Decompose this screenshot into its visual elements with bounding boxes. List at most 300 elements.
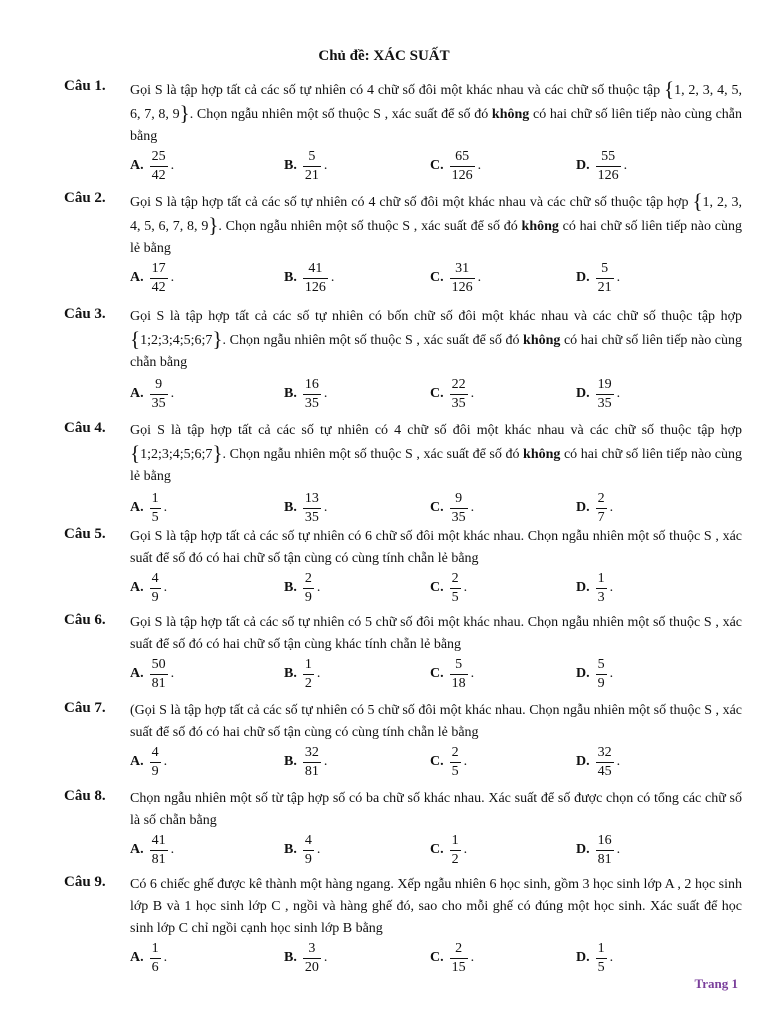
fraction-bar <box>450 588 461 589</box>
fraction-bar <box>303 278 328 279</box>
fraction-denominator: 2 <box>304 675 312 691</box>
fraction-denominator: 42 <box>151 279 166 295</box>
question-text-part: Gọi S là tập hợp tất cả các số tự nhiên có 4 chữ số đôi một khác nhau và các chữ số thuộc tập <box>130 83 661 98</box>
emphasis-word: không <box>523 333 561 348</box>
fraction <box>450 657 468 692</box>
fraction-denominator: 81 <box>304 763 319 779</box>
fraction <box>150 491 161 526</box>
option-letter: B. <box>284 270 297 285</box>
fraction-bar <box>450 508 468 509</box>
answer-option-a[interactable] <box>130 256 174 300</box>
fraction-numerator: 2 <box>451 570 459 586</box>
option-period: . <box>316 842 321 857</box>
fraction-numerator: 16 <box>304 376 319 392</box>
option-period: . <box>463 580 468 595</box>
answer-option-a[interactable] <box>130 566 167 610</box>
answer-option-b[interactable] <box>284 828 320 872</box>
option-period: . <box>163 754 168 769</box>
option-period: . <box>609 580 614 595</box>
fraction <box>596 833 614 868</box>
answer-option-a[interactable] <box>130 740 167 784</box>
option-letter: D. <box>576 666 590 681</box>
fraction-bar <box>450 674 468 675</box>
fraction-bar <box>450 394 468 395</box>
answer-option-b[interactable] <box>284 372 327 416</box>
emphasis-word: không <box>523 447 561 462</box>
option-letter: D. <box>576 158 590 173</box>
fraction-denominator: 35 <box>304 509 319 525</box>
option-letter: C. <box>430 842 444 857</box>
answer-option-b[interactable] <box>284 566 320 610</box>
fraction-numerator: 17 <box>151 260 166 276</box>
fraction-denominator: 126 <box>451 167 473 183</box>
answer-option-b[interactable] <box>284 652 320 696</box>
fraction-numerator: 22 <box>451 376 466 392</box>
answer-option-a[interactable] <box>130 372 174 416</box>
option-letter: B. <box>284 158 297 173</box>
fraction-bar <box>596 166 621 167</box>
option-period: . <box>477 158 482 173</box>
question-text-part: có hai chữ số liên tiếp nào cùng lẻ bằng <box>130 219 743 256</box>
option-period: . <box>470 500 475 515</box>
fraction-denominator: 9 <box>304 851 312 867</box>
option-period: . <box>470 386 475 401</box>
fraction-numerator: 2 <box>451 744 459 760</box>
fraction-denominator: 35 <box>451 395 466 411</box>
answer-option-c[interactable] <box>430 652 474 696</box>
fraction-numerator: 2 <box>304 570 312 586</box>
fraction-bar <box>450 958 468 959</box>
fraction-denominator: 6 <box>151 959 159 975</box>
fraction <box>450 261 475 296</box>
fraction-denominator: 81 <box>597 851 612 867</box>
option-period: . <box>163 580 168 595</box>
option-period: . <box>470 950 475 965</box>
question-text <box>130 874 742 940</box>
fraction-numerator: 41 <box>308 260 323 276</box>
option-period: . <box>609 950 614 965</box>
answer-option-c[interactable] <box>430 566 467 610</box>
question-text-part: (Gọi S là tập hợp tất cả các số tự nhiên có 5 chữ số đôi một khác nhau. Chọn ngẫu nhiên một số thuộc S , xác suất để số đó có hai chữ số tận cùng có cùng tính chẵn lẻ bằng <box>130 703 742 740</box>
fraction-denominator: 15 <box>451 959 466 975</box>
answer-options <box>130 486 742 530</box>
fraction-bar <box>596 588 607 589</box>
question-text-part: . Chọn ngẫu nhiên một số thuộc S , xác suất để số đó <box>189 107 489 122</box>
fraction <box>150 377 168 412</box>
set-values: 1, 2, 3, 4, 5, 6, 7, 8, 9 <box>130 83 743 122</box>
option-letter: A. <box>130 754 144 769</box>
brace-open: { <box>130 327 141 351</box>
fraction-numerator: 32 <box>304 744 319 760</box>
fraction-numerator: 9 <box>455 490 463 506</box>
option-letter: D. <box>576 842 590 857</box>
fraction-bar <box>150 508 161 509</box>
option-letter: D. <box>576 500 590 515</box>
question-text-part: . Chọn ngẫu nhiên một số thuộc S , xác suất để số đó <box>222 333 520 348</box>
brace-open: { <box>663 77 675 101</box>
fraction-numerator: 31 <box>455 260 470 276</box>
option-letter: B. <box>284 580 297 595</box>
question-text-part: Gọi S là tập hợp tất cả các số tự nhiên có bốn chữ số đôi một khác nhau và các chữ số thuộc tập hợp <box>130 309 742 324</box>
answer-option-a[interactable] <box>130 652 174 696</box>
fraction-bar <box>303 508 321 509</box>
option-period: . <box>170 386 175 401</box>
option-period: . <box>463 754 468 769</box>
question-label: Câu 4. <box>64 420 106 436</box>
option-period: . <box>170 270 175 285</box>
option-letter: D. <box>576 754 590 769</box>
option-period: . <box>623 158 628 173</box>
question-text <box>130 306 742 374</box>
answer-option-c[interactable] <box>430 936 474 980</box>
answer-options <box>130 372 742 416</box>
fraction-bar <box>150 958 161 959</box>
option-letter: A. <box>130 666 144 681</box>
answer-option-b[interactable] <box>284 144 327 188</box>
option-letter: A. <box>130 270 144 285</box>
fraction-bar <box>450 278 475 279</box>
fraction-denominator: 126 <box>597 167 619 183</box>
fraction-denominator: 126 <box>451 279 473 295</box>
question-label: Câu 9. <box>64 874 106 890</box>
fraction-denominator: 81 <box>151 851 166 867</box>
fraction <box>150 571 161 606</box>
question-label: Câu 7. <box>64 700 106 716</box>
question-text-part: . Chọn ngẫu nhiên một số thuộc S , xác suất để số đó <box>218 219 518 234</box>
question-label: Câu 5. <box>64 526 106 542</box>
question-label: Câu 1. <box>64 78 106 94</box>
option-letter: A. <box>130 158 144 173</box>
fraction-denominator: 5 <box>451 763 459 779</box>
fraction <box>596 657 607 692</box>
fraction-bar <box>596 508 607 509</box>
answer-option-c[interactable] <box>430 372 474 416</box>
fraction-numerator: 41 <box>151 832 166 848</box>
option-letter: C. <box>430 500 444 515</box>
fraction-bar <box>596 850 614 851</box>
option-period: . <box>163 500 168 515</box>
fraction-numerator: 5 <box>308 148 316 164</box>
question-label: Câu 3. <box>64 306 106 322</box>
option-letter: B. <box>284 842 297 857</box>
option-letter: B. <box>284 754 297 769</box>
question-text-part: Gọi S là tập hợp tất cả các số tự nhiên có 5 chữ số đôi một khác nhau. Chọn ngẫu nhiên một số thuộc S , xác suất để số đó có hai chữ số tận cùng khác tính chẵn lẻ bằng <box>130 615 742 652</box>
fraction-numerator: 5 <box>597 656 605 672</box>
number-set <box>130 327 223 351</box>
fraction <box>303 745 321 780</box>
option-period: . <box>170 666 175 681</box>
option-letter: C. <box>430 580 444 595</box>
fraction-numerator: 1 <box>597 570 605 586</box>
fraction <box>303 571 314 606</box>
question-label: Câu 2. <box>64 190 106 206</box>
option-period: . <box>316 666 321 681</box>
question-text-part: có hai chữ số liên tiếp nào cùng chẵn bằng <box>130 333 742 370</box>
answer-option-b[interactable] <box>284 936 327 980</box>
fraction-numerator: 50 <box>151 656 166 672</box>
answer-option-c[interactable] <box>430 828 467 872</box>
fraction-bar <box>303 394 321 395</box>
fraction-denominator: 5 <box>597 959 605 975</box>
brace-open: { <box>692 189 703 213</box>
option-letter: C. <box>430 270 444 285</box>
fraction-bar <box>596 394 614 395</box>
fraction <box>150 833 168 868</box>
question-text-part: . Chọn ngẫu nhiên một số thuộc S , xác suất để số đó <box>222 447 520 462</box>
answer-option-d[interactable] <box>576 828 620 872</box>
fraction-numerator: 5 <box>601 260 609 276</box>
option-period: . <box>170 158 175 173</box>
fraction-bar <box>150 166 168 167</box>
fraction <box>150 149 168 184</box>
fraction-bar <box>596 278 614 279</box>
answer-option-d[interactable] <box>576 144 627 188</box>
fraction-denominator: 18 <box>451 675 466 691</box>
fraction-bar <box>303 850 314 851</box>
fraction <box>303 377 321 412</box>
fraction-numerator: 1 <box>151 490 159 506</box>
question-text-part: Chọn ngẫu nhiên một số từ tập hợp số có ba chữ số khác nhau. Xác suất để số được chọn có tổng các chữ số là số chẵn bằng <box>130 791 742 828</box>
answer-option-d[interactable] <box>576 372 620 416</box>
fraction-numerator: 5 <box>455 656 463 672</box>
fraction-numerator: 25 <box>151 148 166 164</box>
fraction <box>150 657 168 692</box>
fraction-denominator: 2 <box>451 851 459 867</box>
fraction <box>596 745 614 780</box>
brace-close: } <box>212 441 223 465</box>
option-period: . <box>470 666 475 681</box>
fraction-bar <box>303 166 321 167</box>
fraction <box>150 261 168 296</box>
option-period: . <box>323 950 328 965</box>
answer-option-d[interactable] <box>576 740 620 784</box>
fraction-numerator: 3 <box>308 940 316 956</box>
answer-option-b[interactable] <box>284 486 327 530</box>
question-text <box>130 420 742 488</box>
fraction <box>450 941 468 976</box>
answer-option-c[interactable] <box>430 144 481 188</box>
fraction <box>303 833 314 868</box>
option-period: . <box>323 158 328 173</box>
fraction-numerator: 19 <box>597 376 612 392</box>
emphasis-word: không <box>521 219 559 234</box>
brace-close: } <box>212 327 223 351</box>
question-label: Câu 8. <box>64 788 106 804</box>
answer-options <box>130 256 742 300</box>
fraction-denominator: 5 <box>451 589 459 605</box>
fraction <box>596 261 614 296</box>
answer-option-c[interactable] <box>430 486 474 530</box>
fraction-numerator: 4 <box>151 744 159 760</box>
option-period: . <box>323 754 328 769</box>
option-period: . <box>609 666 614 681</box>
option-letter: D. <box>576 580 590 595</box>
fraction-denominator: 9 <box>304 589 312 605</box>
option-period: . <box>330 270 335 285</box>
answer-option-a[interactable] <box>130 936 167 980</box>
fraction <box>450 745 461 780</box>
fraction <box>303 261 328 296</box>
answer-option-d[interactable] <box>576 486 613 530</box>
question-text-part: có hai chữ số liên tiếp nào cùng chẵn bằng <box>130 107 742 144</box>
option-letter: C. <box>430 754 444 769</box>
fraction <box>450 571 461 606</box>
brace-open: { <box>130 441 141 465</box>
fraction-bar <box>150 278 168 279</box>
fraction-numerator: 1 <box>597 940 605 956</box>
fraction-bar <box>303 762 321 763</box>
emphasis-word: không <box>491 107 530 122</box>
option-period: . <box>163 950 168 965</box>
answer-option-a[interactable] <box>130 486 167 530</box>
option-period: . <box>170 842 175 857</box>
fraction-numerator: 1 <box>451 832 459 848</box>
question-text <box>130 78 742 148</box>
answer-options <box>130 740 742 784</box>
option-period: . <box>463 842 468 857</box>
fraction <box>303 149 321 184</box>
fraction-denominator: 9 <box>597 675 605 691</box>
set-values: 1, 2, 3, 4, 5, 6, 7, 8, 9 <box>130 195 743 234</box>
brace-close: } <box>208 213 219 237</box>
answer-option-d[interactable] <box>576 256 620 300</box>
fraction-bar <box>450 850 461 851</box>
option-letter: B. <box>284 386 297 401</box>
answer-option-c[interactable] <box>430 740 467 784</box>
fraction-numerator: 16 <box>597 832 612 848</box>
option-letter: C. <box>430 666 444 681</box>
fraction-bar <box>596 958 607 959</box>
fraction-denominator: 35 <box>597 395 612 411</box>
fraction <box>303 657 314 692</box>
fraction-bar <box>303 588 314 589</box>
fraction-bar <box>150 762 161 763</box>
question-text-part: Có 6 chiếc ghế được kê thành một hàng ngang. Xếp ngẫu nhiên 6 học sinh, gồm 3 học sinh lớp A , 2 học sinh lớp B và 1 học sinh lớp C , ngồi và hàng ghế đó, sao cho mỗi ghế có đúng một học sinh. Xác suất để học sinh lớp C chỉ ngồi cạnh học sinh lớp B bằng <box>130 877 742 936</box>
fraction-numerator: 2 <box>597 490 605 506</box>
fraction <box>303 491 321 526</box>
fraction-numerator: 9 <box>155 376 163 392</box>
option-letter: C. <box>430 158 444 173</box>
fraction-bar <box>450 762 461 763</box>
answer-option-a[interactable] <box>130 144 174 188</box>
question-text <box>130 612 742 656</box>
question-text <box>130 700 742 744</box>
question-label: Câu 6. <box>64 612 106 628</box>
fraction <box>150 745 161 780</box>
fraction-denominator: 21 <box>304 167 319 183</box>
fraction-denominator: 3 <box>597 589 605 605</box>
fraction-bar <box>450 166 475 167</box>
fraction-denominator: 9 <box>151 763 159 779</box>
fraction-bar <box>150 850 168 851</box>
answer-option-d[interactable] <box>576 652 613 696</box>
option-letter: C. <box>430 950 444 965</box>
fraction <box>596 571 607 606</box>
option-letter: D. <box>576 386 590 401</box>
question-text-part: Gọi S là tập hợp tất cả các số tự nhiên có 4 chữ số đôi một khác nhau và các chữ số thuộc tập hợp <box>130 195 689 210</box>
fraction-denominator: 7 <box>597 509 605 525</box>
fraction <box>450 149 475 184</box>
answer-option-a[interactable] <box>130 828 174 872</box>
fraction <box>596 377 614 412</box>
option-letter: B. <box>284 950 297 965</box>
answer-option-d[interactable] <box>576 936 613 980</box>
fraction-denominator: 126 <box>304 279 326 295</box>
option-period: . <box>616 386 621 401</box>
option-period: . <box>316 580 321 595</box>
fraction-numerator: 2 <box>455 940 463 956</box>
option-letter: C. <box>430 386 444 401</box>
page-title: Chủ đề: XÁC SUẤT <box>318 48 450 64</box>
answer-options <box>130 566 742 610</box>
option-period: . <box>323 500 328 515</box>
fraction <box>450 491 468 526</box>
fraction-bar <box>150 394 168 395</box>
fraction-denominator: 35 <box>451 509 466 525</box>
option-period: . <box>616 842 621 857</box>
fraction-numerator: 55 <box>601 148 616 164</box>
option-period: . <box>323 386 328 401</box>
fraction <box>150 941 161 976</box>
option-letter: B. <box>284 500 297 515</box>
fraction-numerator: 32 <box>597 744 612 760</box>
fraction-bar <box>150 588 161 589</box>
answer-options <box>130 828 742 872</box>
question-text <box>130 190 742 260</box>
fraction-numerator: 13 <box>304 490 319 506</box>
fraction <box>450 377 468 412</box>
option-letter: A. <box>130 842 144 857</box>
fraction-bar <box>303 674 314 675</box>
fraction-numerator: 65 <box>455 148 470 164</box>
answer-option-b[interactable] <box>284 740 327 784</box>
fraction-denominator: 45 <box>597 763 612 779</box>
fraction-bar <box>150 674 168 675</box>
fraction <box>303 941 321 976</box>
answer-options <box>130 936 742 980</box>
set-values: 1;2;3;4;5;6;7 <box>140 333 213 348</box>
fraction <box>450 833 461 868</box>
option-letter: A. <box>130 950 144 965</box>
answer-option-d[interactable] <box>576 566 613 610</box>
option-letter: B. <box>284 666 297 681</box>
fraction <box>596 149 621 184</box>
fraction-bar <box>596 762 614 763</box>
fraction-numerator: 4 <box>151 570 159 586</box>
fraction-denominator: 35 <box>151 395 166 411</box>
answer-options <box>130 652 742 696</box>
answer-option-b[interactable] <box>284 256 334 300</box>
option-letter: D. <box>576 950 590 965</box>
option-letter: A. <box>130 386 144 401</box>
fraction-denominator: 81 <box>151 675 166 691</box>
question-text-part: Gọi S là tập hợp tất cả các số tự nhiên có 4 chữ số đôi một khác nhau và các chữ số thuộc tập hợp <box>130 423 742 438</box>
option-period: . <box>616 270 621 285</box>
option-period: . <box>609 500 614 515</box>
page-number: Trang 1 <box>694 976 738 991</box>
answer-option-c[interactable] <box>430 256 481 300</box>
fraction-denominator: 20 <box>304 959 319 975</box>
option-letter: D. <box>576 270 590 285</box>
question-text-part: có hai chữ số liên tiếp nào cùng lẻ bằng <box>130 447 742 484</box>
fraction <box>596 491 607 526</box>
fraction <box>596 941 607 976</box>
fraction-bar <box>303 958 321 959</box>
fraction-denominator: 35 <box>304 395 319 411</box>
fraction-numerator: 4 <box>304 832 312 848</box>
question-text <box>130 788 742 832</box>
fraction-bar <box>596 674 607 675</box>
